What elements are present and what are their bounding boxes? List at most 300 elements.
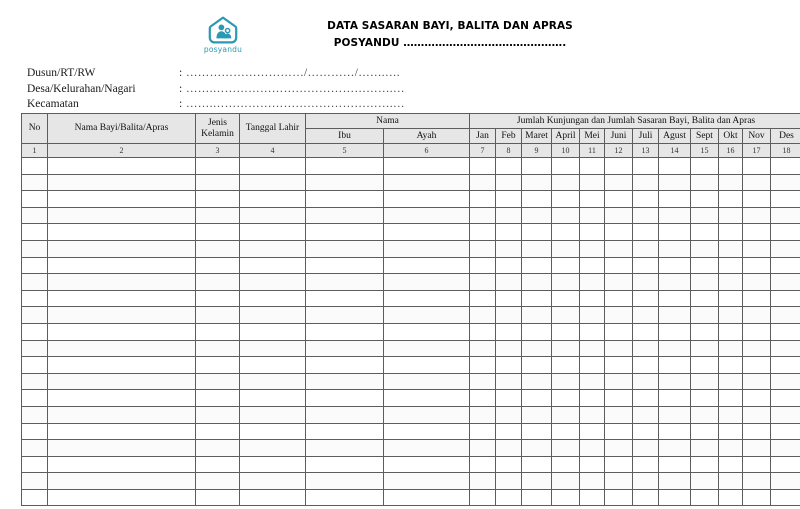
cell-r9-c14[interactable] — [659, 290, 691, 307]
cell-r12-c6[interactable] — [384, 340, 470, 357]
cell-r10-c5[interactable] — [306, 307, 384, 324]
cell-r11-c11[interactable] — [580, 323, 605, 340]
cell-r10-c15[interactable] — [691, 307, 719, 324]
cell-r15-c7[interactable] — [470, 390, 496, 407]
cell-r7-c3[interactable] — [196, 257, 240, 274]
cell-r17-c1[interactable] — [22, 423, 48, 440]
cell-r12-c1[interactable] — [22, 340, 48, 357]
cell-r20-c10[interactable] — [552, 473, 580, 490]
cell-r15-c2[interactable] — [48, 390, 196, 407]
cell-r14-c9[interactable] — [522, 373, 552, 390]
cell-r3-c13[interactable] — [633, 191, 659, 208]
cell-r5-c12[interactable] — [605, 224, 633, 241]
cell-r7-c14[interactable] — [659, 257, 691, 274]
cell-r10-c1[interactable] — [22, 307, 48, 324]
cell-r17-c13[interactable] — [633, 423, 659, 440]
cell-r20-c1[interactable] — [22, 473, 48, 490]
cell-r3-c10[interactable] — [552, 191, 580, 208]
cell-r21-c9[interactable] — [522, 489, 552, 506]
cell-r16-c10[interactable] — [552, 406, 580, 423]
cell-r9-c18[interactable] — [771, 290, 800, 307]
cell-r3-c5[interactable] — [306, 191, 384, 208]
cell-r15-c15[interactable] — [691, 390, 719, 407]
cell-r18-c13[interactable] — [633, 440, 659, 457]
cell-r7-c5[interactable] — [306, 257, 384, 274]
cell-r8-c15[interactable] — [691, 274, 719, 291]
cell-r8-c5[interactable] — [306, 274, 384, 291]
cell-r19-c9[interactable] — [522, 456, 552, 473]
cell-r19-c11[interactable] — [580, 456, 605, 473]
cell-r17-c11[interactable] — [580, 423, 605, 440]
cell-r14-c2[interactable] — [48, 373, 196, 390]
cell-r10-c13[interactable] — [633, 307, 659, 324]
cell-r6-c9[interactable] — [522, 240, 552, 257]
cell-r5-c11[interactable] — [580, 224, 605, 241]
cell-r12-c18[interactable] — [771, 340, 800, 357]
cell-r9-c4[interactable] — [240, 290, 306, 307]
cell-r14-c11[interactable] — [580, 373, 605, 390]
cell-r13-c17[interactable] — [743, 357, 771, 374]
cell-r2-c12[interactable] — [605, 174, 633, 191]
cell-r12-c9[interactable] — [522, 340, 552, 357]
cell-r14-c15[interactable] — [691, 373, 719, 390]
cell-r17-c17[interactable] — [743, 423, 771, 440]
cell-r6-c17[interactable] — [743, 240, 771, 257]
cell-r5-c2[interactable] — [48, 224, 196, 241]
cell-r18-c5[interactable] — [306, 440, 384, 457]
cell-r2-c11[interactable] — [580, 174, 605, 191]
cell-r5-c17[interactable] — [743, 224, 771, 241]
cell-r13-c15[interactable] — [691, 357, 719, 374]
cell-r18-c15[interactable] — [691, 440, 719, 457]
cell-r7-c15[interactable] — [691, 257, 719, 274]
cell-r7-c11[interactable] — [580, 257, 605, 274]
cell-r12-c2[interactable] — [48, 340, 196, 357]
cell-r10-c9[interactable] — [522, 307, 552, 324]
cell-r7-c2[interactable] — [48, 257, 196, 274]
cell-r21-c15[interactable] — [691, 489, 719, 506]
cell-r11-c1[interactable] — [22, 323, 48, 340]
cell-r4-c12[interactable] — [605, 207, 633, 224]
cell-r1-c4[interactable] — [240, 158, 306, 175]
cell-r3-c3[interactable] — [196, 191, 240, 208]
cell-r21-c13[interactable] — [633, 489, 659, 506]
cell-r8-c16[interactable] — [719, 274, 743, 291]
cell-r12-c16[interactable] — [719, 340, 743, 357]
cell-r5-c4[interactable] — [240, 224, 306, 241]
cell-r3-c17[interactable] — [743, 191, 771, 208]
cell-r15-c9[interactable] — [522, 390, 552, 407]
cell-r11-c12[interactable] — [605, 323, 633, 340]
cell-r9-c13[interactable] — [633, 290, 659, 307]
cell-r8-c17[interactable] — [743, 274, 771, 291]
cell-r7-c9[interactable] — [522, 257, 552, 274]
cell-r12-c10[interactable] — [552, 340, 580, 357]
cell-r7-c10[interactable] — [552, 257, 580, 274]
cell-r14-c18[interactable] — [771, 373, 800, 390]
cell-r20-c2[interactable] — [48, 473, 196, 490]
cell-r1-c2[interactable] — [48, 158, 196, 175]
cell-r10-c4[interactable] — [240, 307, 306, 324]
cell-r18-c14[interactable] — [659, 440, 691, 457]
cell-r5-c6[interactable] — [384, 224, 470, 241]
cell-r7-c4[interactable] — [240, 257, 306, 274]
cell-r16-c8[interactable] — [496, 406, 522, 423]
cell-r9-c17[interactable] — [743, 290, 771, 307]
cell-r11-c15[interactable] — [691, 323, 719, 340]
cell-r2-c3[interactable] — [196, 174, 240, 191]
cell-r19-c17[interactable] — [743, 456, 771, 473]
cell-r2-c17[interactable] — [743, 174, 771, 191]
cell-r20-c16[interactable] — [719, 473, 743, 490]
cell-r5-c15[interactable] — [691, 224, 719, 241]
cell-r18-c10[interactable] — [552, 440, 580, 457]
cell-r10-c17[interactable] — [743, 307, 771, 324]
cell-r4-c2[interactable] — [48, 207, 196, 224]
cell-r15-c17[interactable] — [743, 390, 771, 407]
cell-r9-c12[interactable] — [605, 290, 633, 307]
cell-r10-c10[interactable] — [552, 307, 580, 324]
cell-r4-c4[interactable] — [240, 207, 306, 224]
cell-r2-c8[interactable] — [496, 174, 522, 191]
cell-r20-c11[interactable] — [580, 473, 605, 490]
identity-value-desa[interactable]: …….……………………………………….… — [186, 82, 405, 95]
cell-r13-c12[interactable] — [605, 357, 633, 374]
cell-r5-c18[interactable] — [771, 224, 800, 241]
cell-r6-c16[interactable] — [719, 240, 743, 257]
cell-r1-c6[interactable] — [384, 158, 470, 175]
cell-r14-c1[interactable] — [22, 373, 48, 390]
cell-r10-c11[interactable] — [580, 307, 605, 324]
cell-r11-c7[interactable] — [470, 323, 496, 340]
cell-r11-c16[interactable] — [719, 323, 743, 340]
cell-r16-c17[interactable] — [743, 406, 771, 423]
cell-r8-c10[interactable] — [552, 274, 580, 291]
cell-r10-c14[interactable] — [659, 307, 691, 324]
cell-r10-c12[interactable] — [605, 307, 633, 324]
cell-r12-c5[interactable] — [306, 340, 384, 357]
cell-r21-c5[interactable] — [306, 489, 384, 506]
cell-r18-c12[interactable] — [605, 440, 633, 457]
cell-r10-c3[interactable] — [196, 307, 240, 324]
cell-r16-c3[interactable] — [196, 406, 240, 423]
cell-r5-c8[interactable] — [496, 224, 522, 241]
cell-r5-c5[interactable] — [306, 224, 384, 241]
cell-r21-c12[interactable] — [605, 489, 633, 506]
cell-r4-c17[interactable] — [743, 207, 771, 224]
cell-r11-c3[interactable] — [196, 323, 240, 340]
cell-r7-c16[interactable] — [719, 257, 743, 274]
cell-r9-c16[interactable] — [719, 290, 743, 307]
cell-r11-c6[interactable] — [384, 323, 470, 340]
cell-r18-c18[interactable] — [771, 440, 800, 457]
cell-r15-c8[interactable] — [496, 390, 522, 407]
cell-r19-c3[interactable] — [196, 456, 240, 473]
cell-r2-c5[interactable] — [306, 174, 384, 191]
cell-r11-c9[interactable] — [522, 323, 552, 340]
cell-r14-c10[interactable] — [552, 373, 580, 390]
cell-r12-c7[interactable] — [470, 340, 496, 357]
cell-r16-c15[interactable] — [691, 406, 719, 423]
cell-r1-c16[interactable] — [719, 158, 743, 175]
cell-r6-c8[interactable] — [496, 240, 522, 257]
cell-r13-c6[interactable] — [384, 357, 470, 374]
cell-r11-c13[interactable] — [633, 323, 659, 340]
cell-r4-c7[interactable] — [470, 207, 496, 224]
cell-r11-c4[interactable] — [240, 323, 306, 340]
cell-r7-c7[interactable] — [470, 257, 496, 274]
cell-r1-c1[interactable] — [22, 158, 48, 175]
cell-r4-c6[interactable] — [384, 207, 470, 224]
cell-r6-c12[interactable] — [605, 240, 633, 257]
cell-r15-c13[interactable] — [633, 390, 659, 407]
cell-r17-c14[interactable] — [659, 423, 691, 440]
cell-r6-c1[interactable] — [22, 240, 48, 257]
cell-r12-c17[interactable] — [743, 340, 771, 357]
cell-r20-c15[interactable] — [691, 473, 719, 490]
cell-r7-c1[interactable] — [22, 257, 48, 274]
cell-r19-c18[interactable] — [771, 456, 800, 473]
cell-r15-c11[interactable] — [580, 390, 605, 407]
cell-r18-c16[interactable] — [719, 440, 743, 457]
cell-r19-c8[interactable] — [496, 456, 522, 473]
cell-r5-c9[interactable] — [522, 224, 552, 241]
cell-r13-c7[interactable] — [470, 357, 496, 374]
cell-r21-c8[interactable] — [496, 489, 522, 506]
cell-r16-c13[interactable] — [633, 406, 659, 423]
cell-r13-c18[interactable] — [771, 357, 800, 374]
cell-r3-c4[interactable] — [240, 191, 306, 208]
cell-r14-c7[interactable] — [470, 373, 496, 390]
cell-r3-c8[interactable] — [496, 191, 522, 208]
cell-r19-c7[interactable] — [470, 456, 496, 473]
cell-r12-c14[interactable] — [659, 340, 691, 357]
cell-r2-c14[interactable] — [659, 174, 691, 191]
cell-r9-c3[interactable] — [196, 290, 240, 307]
identity-value-kecamatan[interactable]: …….……………………………………….… — [186, 98, 405, 110]
cell-r15-c6[interactable] — [384, 390, 470, 407]
cell-r1-c10[interactable] — [552, 158, 580, 175]
cell-r15-c18[interactable] — [771, 390, 800, 407]
cell-r14-c12[interactable] — [605, 373, 633, 390]
cell-r20-c6[interactable] — [384, 473, 470, 490]
cell-r1-c15[interactable] — [691, 158, 719, 175]
cell-r3-c7[interactable] — [470, 191, 496, 208]
cell-r11-c2[interactable] — [48, 323, 196, 340]
cell-r18-c3[interactable] — [196, 440, 240, 457]
cell-r7-c12[interactable] — [605, 257, 633, 274]
cell-r17-c15[interactable] — [691, 423, 719, 440]
cell-r6-c3[interactable] — [196, 240, 240, 257]
cell-r19-c10[interactable] — [552, 456, 580, 473]
cell-r17-c5[interactable] — [306, 423, 384, 440]
cell-r10-c7[interactable] — [470, 307, 496, 324]
cell-r16-c7[interactable] — [470, 406, 496, 423]
cell-r17-c7[interactable] — [470, 423, 496, 440]
cell-r6-c6[interactable] — [384, 240, 470, 257]
cell-r15-c5[interactable] — [306, 390, 384, 407]
cell-r20-c8[interactable] — [496, 473, 522, 490]
cell-r19-c13[interactable] — [633, 456, 659, 473]
cell-r8-c12[interactable] — [605, 274, 633, 291]
cell-r17-c6[interactable] — [384, 423, 470, 440]
cell-r3-c1[interactable] — [22, 191, 48, 208]
cell-r19-c12[interactable] — [605, 456, 633, 473]
cell-r1-c9[interactable] — [522, 158, 552, 175]
cell-r16-c12[interactable] — [605, 406, 633, 423]
cell-r7-c6[interactable] — [384, 257, 470, 274]
cell-r11-c8[interactable] — [496, 323, 522, 340]
cell-r20-c17[interactable] — [743, 473, 771, 490]
cell-r9-c11[interactable] — [580, 290, 605, 307]
cell-r4-c5[interactable] — [306, 207, 384, 224]
cell-r5-c3[interactable] — [196, 224, 240, 241]
cell-r4-c9[interactable] — [522, 207, 552, 224]
cell-r14-c6[interactable] — [384, 373, 470, 390]
cell-r4-c14[interactable] — [659, 207, 691, 224]
cell-r21-c7[interactable] — [470, 489, 496, 506]
cell-r1-c7[interactable] — [470, 158, 496, 175]
cell-r8-c6[interactable] — [384, 274, 470, 291]
cell-r1-c8[interactable] — [496, 158, 522, 175]
cell-r13-c4[interactable] — [240, 357, 306, 374]
cell-r14-c14[interactable] — [659, 373, 691, 390]
cell-r20-c13[interactable] — [633, 473, 659, 490]
cell-r18-c7[interactable] — [470, 440, 496, 457]
cell-r16-c11[interactable] — [580, 406, 605, 423]
cell-r5-c10[interactable] — [552, 224, 580, 241]
cell-r1-c11[interactable] — [580, 158, 605, 175]
cell-r20-c7[interactable] — [470, 473, 496, 490]
cell-r18-c1[interactable] — [22, 440, 48, 457]
cell-r9-c15[interactable] — [691, 290, 719, 307]
cell-r3-c16[interactable] — [719, 191, 743, 208]
cell-r18-c8[interactable] — [496, 440, 522, 457]
cell-r16-c4[interactable] — [240, 406, 306, 423]
cell-r17-c16[interactable] — [719, 423, 743, 440]
cell-r8-c3[interactable] — [196, 274, 240, 291]
cell-r21-c14[interactable] — [659, 489, 691, 506]
cell-r17-c3[interactable] — [196, 423, 240, 440]
cell-r21-c16[interactable] — [719, 489, 743, 506]
cell-r1-c12[interactable] — [605, 158, 633, 175]
cell-r13-c16[interactable] — [719, 357, 743, 374]
cell-r15-c14[interactable] — [659, 390, 691, 407]
cell-r18-c11[interactable] — [580, 440, 605, 457]
cell-r13-c1[interactable] — [22, 357, 48, 374]
cell-r4-c10[interactable] — [552, 207, 580, 224]
cell-r13-c8[interactable] — [496, 357, 522, 374]
cell-r17-c2[interactable] — [48, 423, 196, 440]
cell-r3-c11[interactable] — [580, 191, 605, 208]
cell-r6-c14[interactable] — [659, 240, 691, 257]
cell-r4-c13[interactable] — [633, 207, 659, 224]
cell-r9-c2[interactable] — [48, 290, 196, 307]
cell-r21-c11[interactable] — [580, 489, 605, 506]
cell-r19-c4[interactable] — [240, 456, 306, 473]
cell-r20-c14[interactable] — [659, 473, 691, 490]
cell-r5-c16[interactable] — [719, 224, 743, 241]
cell-r5-c13[interactable] — [633, 224, 659, 241]
cell-r13-c9[interactable] — [522, 357, 552, 374]
cell-r4-c16[interactable] — [719, 207, 743, 224]
cell-r16-c5[interactable] — [306, 406, 384, 423]
cell-r11-c18[interactable] — [771, 323, 800, 340]
cell-r2-c1[interactable] — [22, 174, 48, 191]
cell-r8-c18[interactable] — [771, 274, 800, 291]
cell-r17-c9[interactable] — [522, 423, 552, 440]
cell-r11-c17[interactable] — [743, 323, 771, 340]
cell-r5-c1[interactable] — [22, 224, 48, 241]
cell-r3-c12[interactable] — [605, 191, 633, 208]
cell-r9-c6[interactable] — [384, 290, 470, 307]
cell-r19-c16[interactable] — [719, 456, 743, 473]
cell-r2-c4[interactable] — [240, 174, 306, 191]
cell-r11-c10[interactable] — [552, 323, 580, 340]
cell-r12-c11[interactable] — [580, 340, 605, 357]
cell-r14-c8[interactable] — [496, 373, 522, 390]
cell-r19-c1[interactable] — [22, 456, 48, 473]
cell-r9-c9[interactable] — [522, 290, 552, 307]
cell-r7-c17[interactable] — [743, 257, 771, 274]
cell-r16-c6[interactable] — [384, 406, 470, 423]
cell-r18-c9[interactable] — [522, 440, 552, 457]
cell-r16-c16[interactable] — [719, 406, 743, 423]
cell-r10-c2[interactable] — [48, 307, 196, 324]
cell-r8-c9[interactable] — [522, 274, 552, 291]
cell-r9-c10[interactable] — [552, 290, 580, 307]
cell-r4-c1[interactable] — [22, 207, 48, 224]
cell-r14-c17[interactable] — [743, 373, 771, 390]
cell-r19-c5[interactable] — [306, 456, 384, 473]
cell-r17-c18[interactable] — [771, 423, 800, 440]
cell-r8-c7[interactable] — [470, 274, 496, 291]
cell-r2-c9[interactable] — [522, 174, 552, 191]
cell-r20-c9[interactable] — [522, 473, 552, 490]
cell-r4-c8[interactable] — [496, 207, 522, 224]
cell-r16-c1[interactable] — [22, 406, 48, 423]
cell-r2-c2[interactable] — [48, 174, 196, 191]
cell-r12-c13[interactable] — [633, 340, 659, 357]
cell-r20-c3[interactable] — [196, 473, 240, 490]
cell-r5-c7[interactable] — [470, 224, 496, 241]
cell-r9-c1[interactable] — [22, 290, 48, 307]
cell-r12-c15[interactable] — [691, 340, 719, 357]
cell-r21-c4[interactable] — [240, 489, 306, 506]
cell-r2-c18[interactable] — [771, 174, 800, 191]
cell-r20-c4[interactable] — [240, 473, 306, 490]
cell-r3-c2[interactable] — [48, 191, 196, 208]
cell-r14-c3[interactable] — [196, 373, 240, 390]
cell-r4-c3[interactable] — [196, 207, 240, 224]
identity-value-dusun[interactable]: …………………………/…………/…….…. — [186, 67, 400, 79]
cell-r8-c4[interactable] — [240, 274, 306, 291]
cell-r1-c17[interactable] — [743, 158, 771, 175]
cell-r19-c2[interactable] — [48, 456, 196, 473]
cell-r16-c14[interactable] — [659, 406, 691, 423]
cell-r13-c11[interactable] — [580, 357, 605, 374]
cell-r14-c13[interactable] — [633, 373, 659, 390]
cell-r8-c1[interactable] — [22, 274, 48, 291]
cell-r1-c18[interactable] — [771, 158, 800, 175]
cell-r1-c5[interactable] — [306, 158, 384, 175]
cell-r11-c5[interactable] — [306, 323, 384, 340]
cell-r10-c6[interactable] — [384, 307, 470, 324]
cell-r15-c4[interactable] — [240, 390, 306, 407]
cell-r9-c5[interactable] — [306, 290, 384, 307]
cell-r13-c14[interactable] — [659, 357, 691, 374]
cell-r5-c14[interactable] — [659, 224, 691, 241]
